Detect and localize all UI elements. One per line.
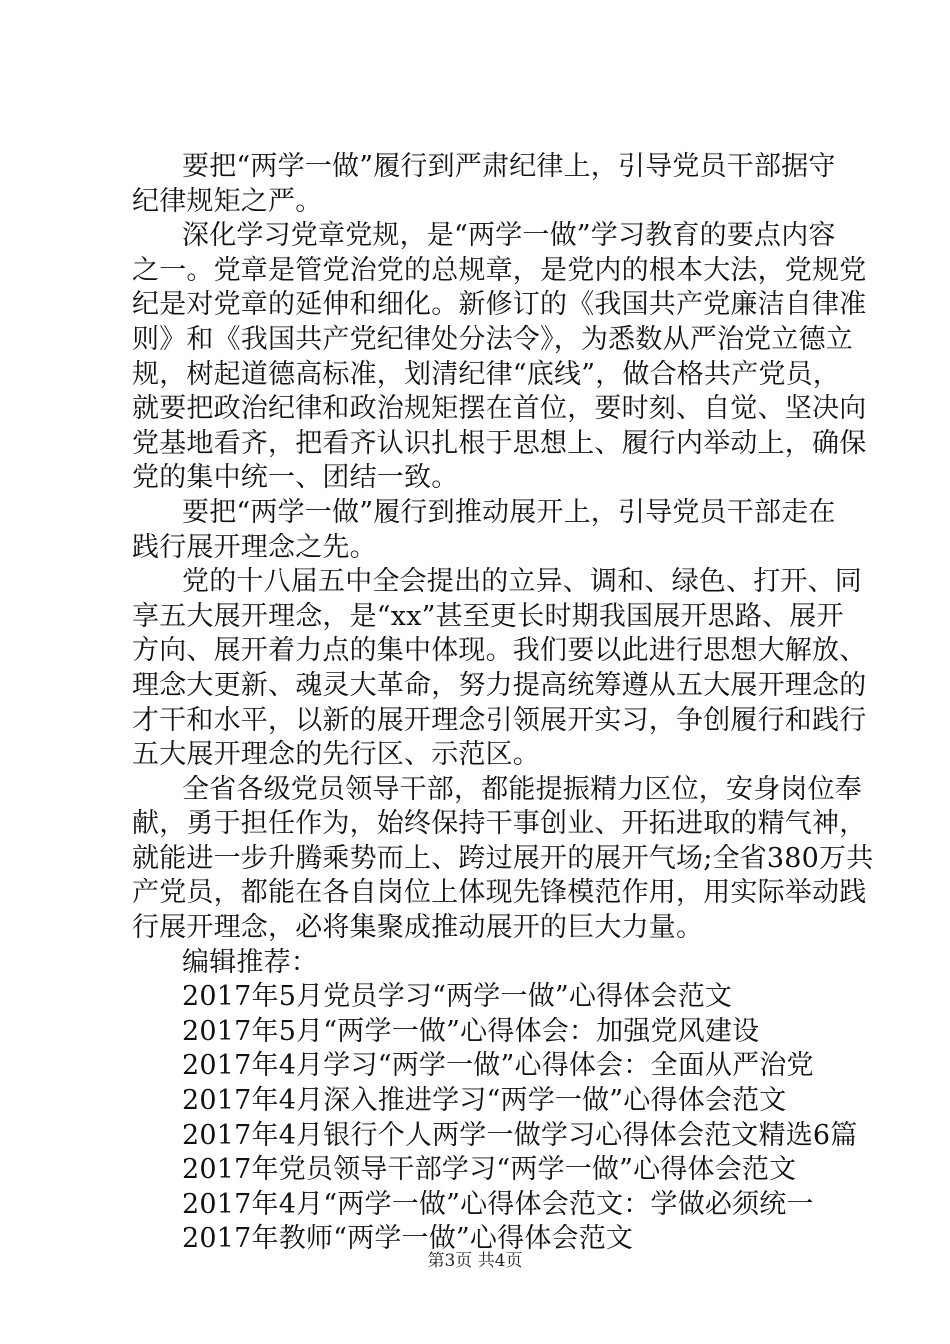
recommend-link[interactable]: 2017年4月银行个人两学一做学习心得体会范文精选6篇 [182,1119,858,1151]
paragraph-line: 纪是对党章的延伸和细化。新修订的《我国共产党廉洁自律准 [132,289,867,321]
paragraph-line: 规，树起道德高标准，划清纪律“底线”，做合格共产党员， [132,358,841,390]
page-number-footer: 第3页 共4页 [427,1251,523,1271]
paragraph-line: 要把“两学一做”履行到推动展开上，引导党员干部走在 [182,496,836,528]
paragraph-line: 之一。党章是管党治党的总规章，是党内的根本大法，党规党 [132,254,867,286]
recommend-link[interactable]: 2017年4月“两学一做”心得体会范文：学做必须统一 [182,1188,814,1220]
recommend-link[interactable]: 2017年4月学习“两学一做”心得体会：全面从严治党 [182,1050,814,1082]
recommend-link[interactable]: 2017年教师“两学一做”心得体会范文 [182,1223,634,1255]
paragraph-line: 则》和《我国共产党纪律处分法令》，为悉数从严治党立德立 [132,323,853,355]
paragraph-line: 深化学习党章党规，是“两学一做”学习教育的要点内容 [182,220,836,252]
paragraph-line: 献，勇于担任作为，始终保持干事创业、开拓进取的精气神， [132,808,867,840]
recommend-link[interactable]: 2017年4月深入推进学习“两学一做”心得体会范文 [182,1085,787,1117]
recommend-heading: 编辑推荐： [182,946,318,978]
recommend-link[interactable]: 2017年党员领导干部学习“两学一做”心得体会范文 [182,1154,797,1186]
paragraph-line: 全省各级党员领导干部，都能提振精力区位，安身岗位奉 [182,773,862,805]
paragraph-line: 方向、展开着力点的集中体现。我们要以此进行思想大解放、 [132,635,867,667]
paragraph-line: 践行展开理念之先。 [132,531,377,563]
paragraph-line: 党基地看齐，把看齐认识扎根于思想上、履行内举动上，确保 [132,427,867,459]
paragraph-line: 就要把政治纪律和政治规矩摆在首位，要时刻、自觉、坚决向 [132,393,867,425]
paragraph-line: 行展开理念，必将集聚成推动展开的巨大力量。 [132,912,704,944]
paragraph-line: 党的集中统一、团结一致。 [132,462,459,494]
paragraph-line: 就能进一步升腾乘势而上、跨过展开的展开气场;全省380万共 [132,842,874,874]
paragraph-line: 理念大更新、魂灵大革命，努力提高统筹遵从五大展开理念的 [132,669,867,701]
recommend-link[interactable]: 2017年5月“两学一做”心得体会：加强党风建设 [182,1015,760,1047]
paragraph-line: 产党员，都能在各自岗位上体现先锋模范作用，用实际举动践 [132,877,867,909]
paragraph-line: 五大展开理念的先行区、示范区。 [132,739,540,771]
paragraph-line: 才干和水平，以新的展开理念引领展开实习，争创履行和践行 [132,704,867,736]
paragraph-line: 党的十八届五中全会提出的立异、调和、绿色、打开、同 [182,566,862,598]
paragraph-line: 享五大展开理念，是“xx”甚至更长时期我国展开思路、展开 [132,600,844,632]
paragraph-line: 要把“两学一做”履行到严肃纪律上，引导党员干部据守 [182,151,836,182]
paragraph-line: 纪律规矩之严。 [132,185,323,217]
document-body [132,150,874,1257]
recommend-link[interactable]: 2017年5月党员学习“两学一做”心得体会范文 [182,981,733,1013]
